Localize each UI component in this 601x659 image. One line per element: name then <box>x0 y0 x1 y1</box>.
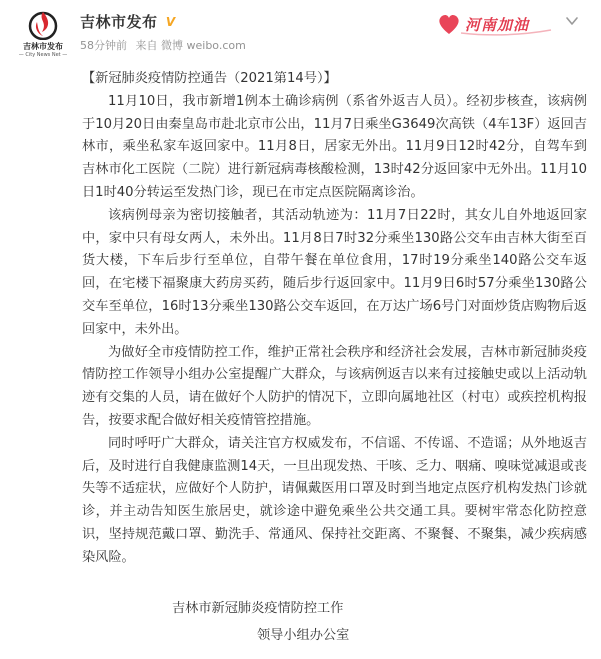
paragraph-reminder: 为做好全市疫情防控工作，维护正常社会秩序和经济社会发展，吉林市新冠肺炎疫情防控工作领导小组办公室提醒广大群众，与该病例返吉以来有过接触史或以上活动轨迹有交集的人员，请在做好个人防护的情况下，立即向属地社区（村屯）或疾控机构报告，按要求配合做好相关疫情管控措施。 <box>82 344 587 428</box>
paragraph-close-contact: 该病例母亲为密切接触者，其活动轨迹为：11月7日22时，其女儿自外地返回家中，家中只有母女两人，未外出。11月8日7时32分乘坐130路公交车由吉林大街至百货大楼，下车后步行至单位，自带午餐在单位食用，17时19分乘坐140路公交车返回，在宅楼下福聚康大药房买药，随后步行返回家中。11月9日6时57分乘坐130路公交车至单位，16时13分乘坐130路公交车返回，在万达广场6号门对面炒货店购物后返回家中，未外出。 <box>82 207 587 337</box>
paragraph-appeal: 同时呼吁广大群众，请关注官方权威发布，不信谣、不传谣、不造谣；从外地返吉后，及时进行自我健康监测14天，一旦出现发热、干咳、乏力、咽痛、嗅味觉减退或丧失等不适症状，应做好个人防护，请佩戴医用口罩及时到当地定点医疗机构发热门诊就诊，并主动告知医生旅居史，就诊途中避免乘坐公共交通工具。要树牢常态化防控意识，坚持规范戴口罩、勤洗手、常通风、保持社交距离、不聚餐、不聚集，减少疾病感染风险。 <box>82 435 587 565</box>
account-name-row <box>80 11 178 32</box>
post-source: 来自 微博 weibo.com <box>135 39 246 52</box>
verified-v-icon: V <box>165 14 176 29</box>
avatar-label: 吉林市发布 <box>23 42 63 51</box>
post-time[interactable]: 58分钟前 <box>80 39 127 52</box>
signature-line-1: 吉林市新冠肺炎疫情防控工作 <box>172 601 344 616</box>
avatar[interactable] <box>18 8 68 66</box>
post-body <box>82 68 587 570</box>
chevron-down-icon[interactable] <box>565 14 579 28</box>
topic-badge[interactable] <box>435 8 555 40</box>
topic-badge-label: 河南加油 <box>465 16 530 34</box>
post-header <box>0 0 601 70</box>
post-title: 【新冠肺炎疫情防控通告（2021第14号）】 <box>82 71 337 86</box>
account-name[interactable]: 吉林市发布 <box>80 13 158 31</box>
signature-line-2: 领导小组办公室 <box>257 628 350 643</box>
avatar-sublabel: — City News Net — <box>18 52 68 58</box>
post-meta <box>80 37 251 53</box>
paragraph-case-report: 11月10日，我市新增1例本土确诊病例（系省外返吉人员）。经初步核查，该病例于10月20日由秦皇岛市赴北京市公出，11月7日乘坐G3649次高铁（4车13F）返回吉林市，乘坐私家车返回家中。11月8日，居家无外出。11月9日12时42分，自驾车到吉林市化工医院（二院）进行新冠病毒核酸检测，13时42分返回家中无外出。11月10日1时40分转运至发热门诊，现已在市定点医院隔离诊治。 <box>82 93 587 200</box>
flame-logo-icon <box>28 8 58 40</box>
